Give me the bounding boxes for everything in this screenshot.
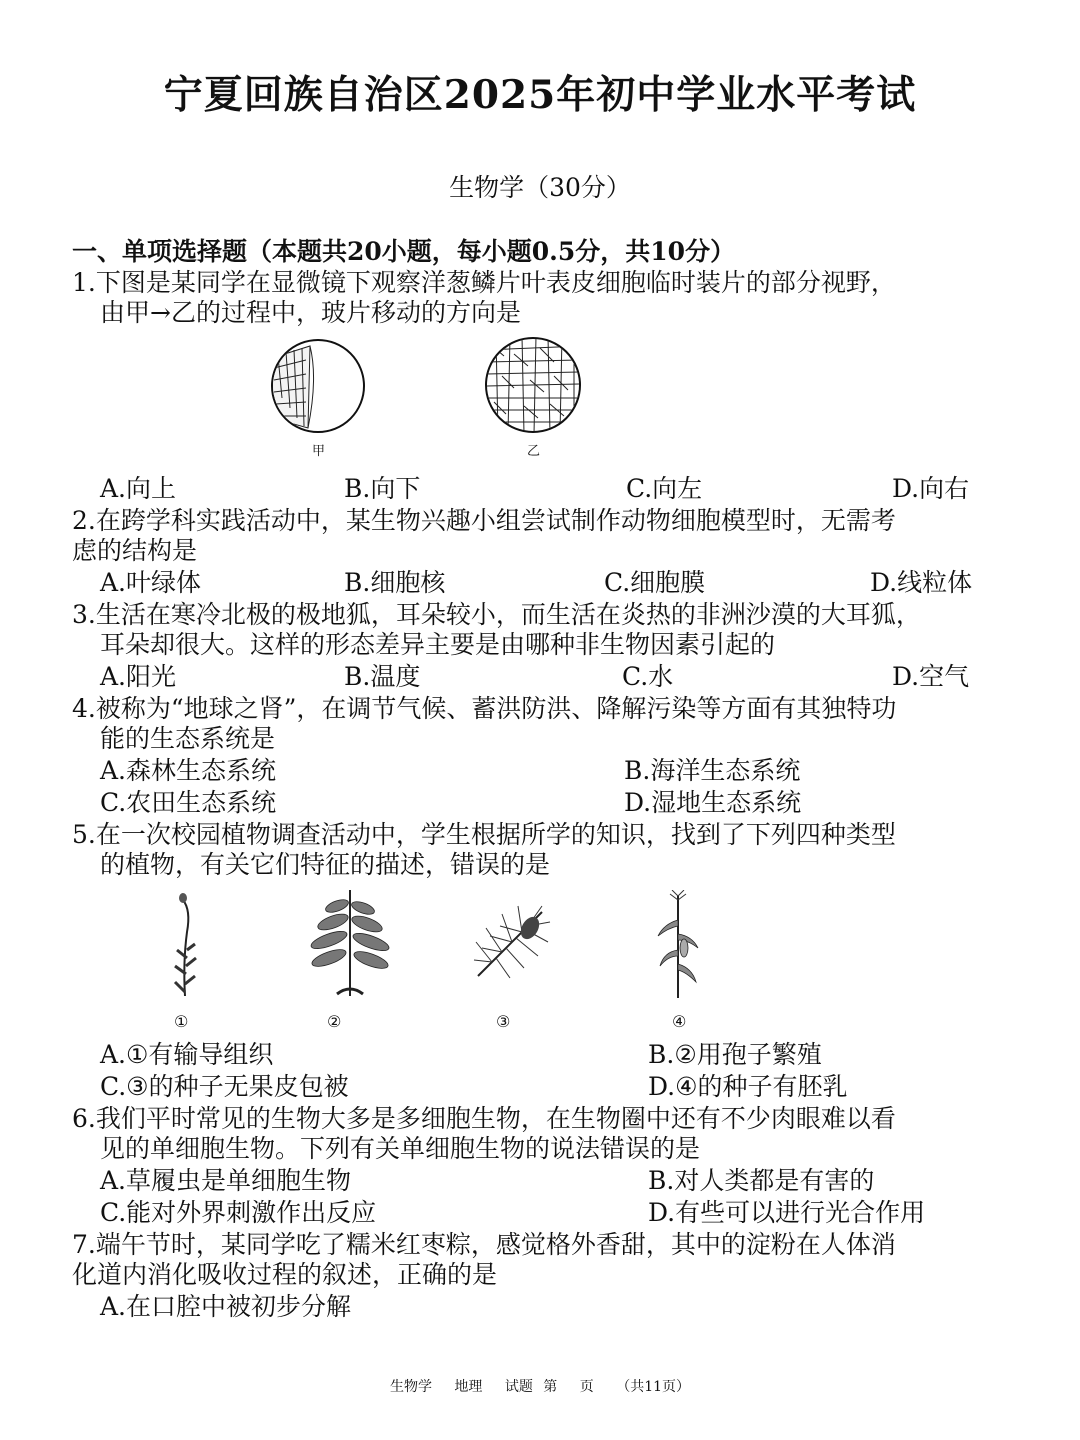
option-d[interactable]: D.空气: [892, 662, 970, 691]
option-b[interactable]: B.对人类都是有害的: [648, 1166, 875, 1195]
footer-total: （共11页）: [616, 1379, 691, 1395]
footer-page-suffix: 页: [579, 1379, 594, 1395]
option-d[interactable]: D.线粒体: [870, 568, 973, 597]
option-b[interactable]: B.②用孢子繁殖: [648, 1040, 822, 1069]
question-4-line-1: 4.被称为“地球之肾”，在调节气候、蓄洪防洪、降解污染等方面有其独特功: [72, 694, 897, 723]
plant-fern-image: [307, 886, 393, 1000]
option-a[interactable]: A.叶绿体: [100, 568, 202, 597]
question-4-line-2: 能的生态系统是: [100, 724, 276, 753]
question-2-line-1: 2.在跨学科实践活动中，某生物兴趣小组尝试制作动物细胞模型时，无需考: [72, 506, 896, 535]
option-c[interactable]: C.农田生态系统: [100, 788, 277, 817]
question-5-line-1: 5.在一次校园植物调查活动中，学生根据所学的知识，找到了下列四种类型: [72, 820, 896, 849]
microscope-view-yi: [484, 336, 582, 434]
option-d[interactable]: D.向右: [892, 474, 970, 503]
option-a[interactable]: A.①有输导组织: [100, 1040, 274, 1069]
fig-label-3: ③: [496, 1012, 511, 1031]
question-7-line-2: 化道内消化吸收过程的叙述，正确的是: [72, 1260, 498, 1289]
question-6-line-2: 见的单细胞生物。下列有关单细胞生物的说法错误的是: [100, 1134, 701, 1163]
option-c[interactable]: C.向左: [626, 474, 703, 503]
plant-corn-image: [656, 890, 700, 1000]
option-a[interactable]: A.在口腔中被初步分解: [100, 1292, 352, 1321]
question-7: [72, 1230, 1012, 1290]
option-b[interactable]: B.细胞核: [344, 568, 446, 597]
option-c[interactable]: C.细胞膜: [604, 568, 706, 597]
question-6: [72, 1104, 1012, 1164]
fig-label-2: ②: [327, 1012, 342, 1031]
option-b[interactable]: B.向下: [344, 474, 421, 503]
question-4: [72, 694, 1012, 754]
option-c[interactable]: C.水: [622, 662, 674, 691]
option-b[interactable]: B.温度: [344, 662, 421, 691]
question-3: [72, 600, 1012, 660]
option-d[interactable]: D.湿地生态系统: [624, 788, 802, 817]
question-1-line-2: 由甲→乙的过程中，玻片移动的方向是: [100, 298, 521, 327]
footer-label: 试题 第: [504, 1379, 558, 1395]
plant-pine-image: [472, 902, 552, 982]
footer-subject: 生物学: [389, 1379, 432, 1395]
option-b[interactable]: B.海洋生态系统: [624, 756, 801, 785]
question-5: [72, 820, 1012, 880]
option-d[interactable]: D.有些可以进行光合作用: [648, 1198, 926, 1227]
option-a[interactable]: A.草履虫是单细胞生物: [100, 1166, 352, 1195]
question-2: [72, 506, 1012, 566]
plant-moss-image: [165, 892, 205, 998]
fig-label-4: ④: [672, 1012, 687, 1031]
question-1: [72, 268, 1012, 328]
fig-label-yi: 乙: [527, 444, 541, 459]
question-3-line-2: 耳朵却很大。这样的形态差异主要是由哪种非生物因素引起的: [100, 630, 776, 659]
question-1-line-1: 1.下图是某同学在显微镜下观察洋葱鳞片叶表皮细胞临时装片的部分视野，: [72, 268, 896, 297]
option-a[interactable]: A.阳光: [100, 662, 177, 691]
option-a[interactable]: A.森林生态系统: [100, 756, 277, 785]
page-footer: [0, 1376, 1080, 1396]
option-d[interactable]: D.④的种子有胚乳: [648, 1072, 848, 1101]
option-c[interactable]: C.③的种子无果皮包被: [100, 1072, 349, 1101]
fig-label-1: ①: [174, 1012, 189, 1031]
exam-subtitle: 生物学（30分）: [449, 173, 631, 202]
section-heading: 一、单项选择题（本题共20小题，每小题0.5分，共10分）: [72, 237, 736, 266]
question-7-line-1: 7.端午节时，某同学吃了糯米红枣粽，感觉格外香甜，其中的淀粉在人体消: [72, 1230, 896, 1259]
option-c[interactable]: C.能对外界刺激作出反应: [100, 1198, 377, 1227]
exam-title: 宁夏回族自治区2025年初中学业水平考试: [163, 72, 917, 118]
microscope-view-jia: [270, 338, 366, 434]
option-a[interactable]: A.向上: [100, 474, 177, 503]
question-2-line-2: 虑的结构是: [72, 536, 198, 565]
footer-subject-2: 地理: [454, 1379, 483, 1395]
question-5-line-2: 的植物，有关它们特征的描述，错误的是: [100, 850, 551, 879]
fig-label-jia: 甲: [312, 444, 326, 459]
question-3-line-1: 3.生活在寒冷北极的极地狐，耳朵较小，而生活在炎热的非洲沙漠的大耳狐，: [72, 600, 921, 629]
question-6-line-1: 6.我们平时常见的生物大多是多细胞生物，在生物圈中还有不少肉眼难以看: [72, 1104, 896, 1133]
